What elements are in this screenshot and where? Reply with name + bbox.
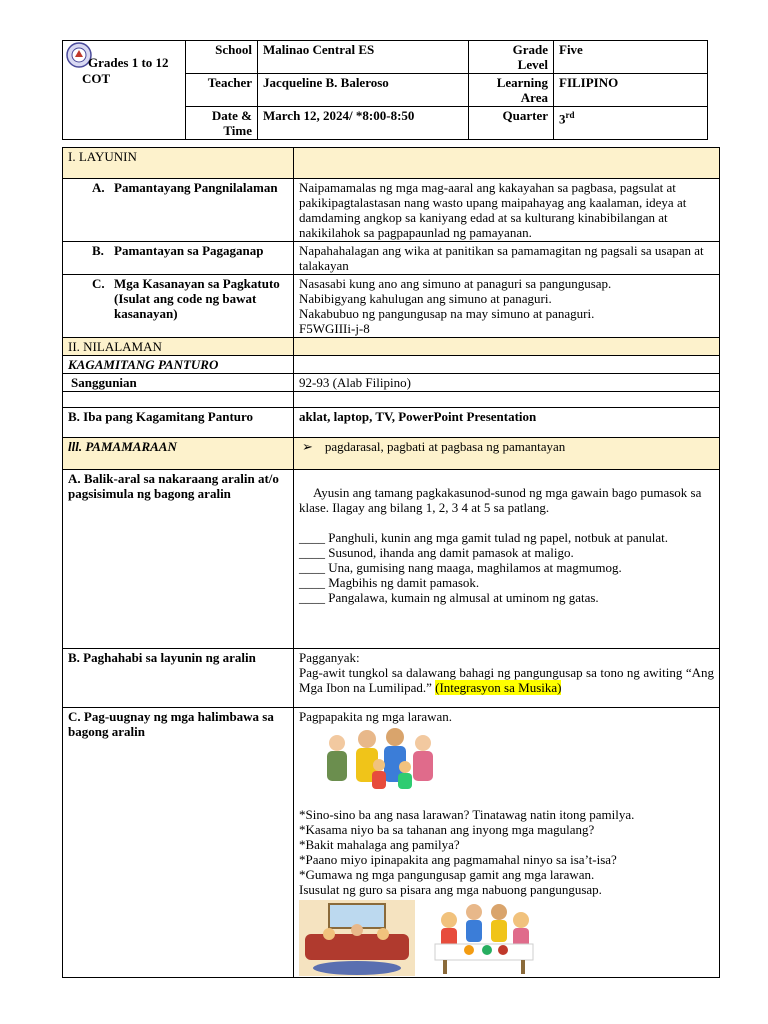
pag-uugnay-label: C. Pag-uugnay ng mga halimbawa sa bagong aralin [63, 708, 294, 978]
header-table [62, 40, 708, 140]
program-title: Grades 1 to 12 [88, 55, 169, 70]
grade-label: Grade Level [469, 41, 554, 74]
pagaganap-label: Pamantayan sa Pagaganap [114, 243, 264, 258]
pag-uugnay-q6: Isusulat ng guro sa pisara ang mga nabuong pangungusap. [299, 882, 602, 897]
balik-aral-item: ____ Panghuli, kunin ang mga gamit tulad ng papel, notbuk at panulat. [299, 530, 668, 545]
kasanayan-label: Mga Kasanayan sa Pagkatuto (Isulat ang code ng bawat kasanayan) [114, 276, 280, 321]
iba-row [63, 408, 720, 438]
kagamitan-heading: KAGAMITANG PANTURO [63, 356, 294, 374]
family-living-room-illustration [299, 900, 415, 976]
school-label: School [186, 41, 258, 74]
pamamaraan-value: pagdarasal, pagbati at pagbasa ng pamantayan [324, 439, 566, 454]
balik-aral-item: ____ Pangalawa, kumain ng almusal at uminom ng gatas. [299, 590, 599, 605]
nilalaman-heading: II. NILALAMAN [63, 338, 294, 356]
date-label: Date & Time [186, 107, 258, 140]
kasanayan-text: Nasasabi kung ano ang simuno at panaguri sa pangungusap. Nabibigyang kahulugan ang simuno at panaguri. Nakabubuo ng pangungusap na may simuno at panaguri. F5WGIIIi-j-8 [294, 275, 720, 338]
pag-uugnay-row [63, 708, 720, 978]
quarter-label: Quarter [469, 107, 554, 140]
layunin-heading: I. LAYUNIN [63, 148, 294, 179]
family-dinner-illustration [429, 900, 539, 976]
balik-aral-label: A. Balik-aral sa nakaraang aralin at/o pagsisimula ng bagong aralin [63, 470, 294, 649]
layunin-row [63, 148, 720, 179]
balik-aral-row [63, 470, 720, 649]
iba-value: aklat, laptop, TV, PowerPoint Presentation [294, 408, 720, 438]
pag-uugnay-q1: *Sino-sino ba ang nasa larawan? Tinatawag natin itong pamilya. [299, 807, 635, 822]
pamantayang-row: A. Pamantayang Pangnilalaman Naipamamalas ng mga mag-aaral ang kakayahan sa pagbasa, pagsulat at pakikipagtalastasan nang wasto upang maipahayag ang kaalaman, ideya at damdaming angkop sa kaniyang edad at sa kulturang kinabibilangan at nakikilahok sa pagpapaunlad ng pamayanan. [63, 179, 720, 242]
pamamaraan-heading: lll. PAMAMARAAN [63, 438, 294, 470]
pag-uugnay-intro: Pagpapakita ng mga larawan. [299, 709, 453, 724]
pag-uugnay-q5: *Gumawa ng mga pangungusap gamit ang mga larawan. [299, 867, 595, 882]
integrasyon-highlight: (Integrasyon sa Musika) [435, 680, 562, 695]
quarter-value: 3rd [554, 107, 708, 140]
pag-uugnay-q4: *Paano miyo ipinapakita ang pagmamahal ninyo sa isa’t-isa? [299, 852, 617, 867]
pamamaraan-row [63, 438, 720, 470]
program-subtitle: COT [82, 71, 111, 86]
pagaganap-text: Napahahalagan ang wika at panitikan sa pamamagitan ng pagsali sa usapan at talakayan [294, 242, 720, 275]
kasanayan-row: C. Mga Kasanayan sa Pagkatuto (Isulat ang code ng bawat kasanayan) Nasasabi kung ano ang simuno at panaguri sa pangungusap. Nabibigyang kahulugan ang simuno at panaguri. Nakabubuo ng pangungusap na may simuno at panaguri. F5WGIIIi-j-8 [63, 275, 720, 338]
paghahabi-row [63, 649, 720, 708]
pamantayang-text: Naipamamalas ng mga mag-aaral ang kakayahan sa pagbasa, pagsulat at pakikipagtalastasan nang wasto upang maipahayag ang kaalaman, ideya at damdaming angkop sa kaniyang edad at sa kulturang kinabibilangan at nakikilahok sa pagpapaunlad ng pamayanan. [294, 179, 720, 242]
lesson-plan-table [62, 147, 720, 978]
learning-area-value: FILIPINO [554, 74, 708, 107]
pag-uugnay-q3: *Bakit mahalaga ang pamilya? [299, 837, 460, 852]
paghahabi-label: B. Paghahabi sa layunin ng aralin [63, 649, 294, 708]
paghahabi-line-2: Pag-awit tungkol sa dalawang bahagi ng pangungusap sa tono ng awiting “Ang Mga Ibon na Lumilipad.” [299, 665, 714, 695]
arrow-bullet-icon: ➢ [302, 439, 313, 454]
nilalaman-row [63, 338, 720, 356]
grade-value: Five [554, 41, 708, 74]
iba-label: B. Iba pang Kagamitang Panturo [63, 408, 294, 438]
balik-aral-intro: Ayusin ang tamang pagkakasunod-sunod ng mga gawain bago pumasok sa klase. Ilagay ang bilang 1, 2, 3 4 at 5 sa patlang. [299, 485, 702, 515]
pag-uugnay-q2: *Kasama niyo ba sa tahanan ang inyong mga magulang? [299, 822, 595, 837]
program-cell [63, 41, 186, 140]
teacher-value: Jacqueline B. Baleroso [258, 74, 469, 107]
balik-aral-item: ____ Susunod, ihanda ang damit pamasok at maligo. [299, 545, 574, 560]
sanggunian-row [63, 374, 720, 392]
family-illustration [319, 727, 449, 795]
sanggunian-value: 92-93 (Alab Filipino) [294, 374, 720, 392]
learning-area-label: Learning Area [469, 74, 554, 107]
balik-aral-item: ____ Una, gumising nang maaga, maghilamos at magmumog. [299, 560, 622, 575]
school-value: Malinao Central ES [258, 41, 469, 74]
sanggunian-label: Sanggunian [63, 374, 294, 392]
pamantayang-label: Pamantayang Pangnilalaman [114, 180, 278, 195]
kagamitan-row [63, 356, 720, 374]
paghahabi-line-1: Pagganyak: [299, 650, 360, 665]
balik-aral-item: ____ Magbihis ng damit pamasok. [299, 575, 480, 590]
pagaganap-row: B. Pamantayan sa Pagaganap Napahahalagan ang wika at panitikan sa pamamagitan ng pagsali sa usapan at talakayan [63, 242, 720, 275]
teacher-label: Teacher [186, 74, 258, 107]
date-value: March 12, 2024/ *8:00-8:50 [258, 107, 469, 140]
